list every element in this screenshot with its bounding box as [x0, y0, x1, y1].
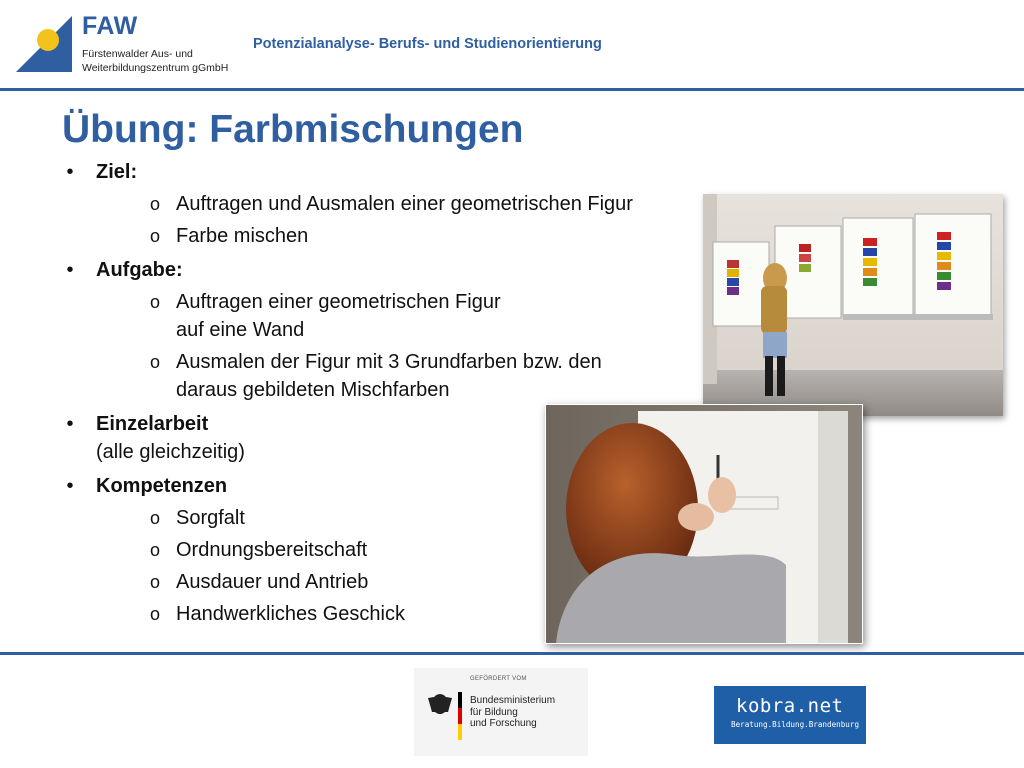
photo-flipcharts-room: [703, 194, 1003, 416]
faw-logo-wordmark: FAW: [82, 12, 138, 40]
sub-item: [96, 348, 700, 404]
photo-girl-drawing: [545, 404, 863, 644]
sub-item-text: Ausmalen der Figur mit 3 Grundfarben bzw. den: [176, 351, 602, 373]
ministry-name: [470, 695, 555, 730]
sub-item-text: Handwerkliches Geschick: [176, 603, 405, 625]
sub-glyph: o: [150, 226, 161, 246]
bullet-label: Einzelarbeit: [96, 413, 209, 435]
sub-item-text-cont: auf eine Wand: [176, 319, 305, 341]
ministry-line-2: für Bildung: [470, 706, 518, 718]
kobra-tagline: Beratung.Bildung.Brandenburg: [731, 720, 860, 729]
logo-subtitle-line-1: Fürstenwalder Aus- und: [82, 48, 193, 60]
ministry-line-3: und Forschung: [470, 718, 537, 729]
sub-glyph: o: [150, 508, 161, 528]
sub-item-text: Sorgfalt: [176, 507, 245, 529]
program-title: Potenzialanalyse- Berufs- und Studienorientierung: [253, 36, 602, 52]
sub-item-text: Ordnungsbereitschaft: [176, 539, 368, 561]
logo-subtitle-line-2: Weiterbildungszentrum gGmbH: [82, 62, 229, 74]
faw-logo-mark: [16, 16, 72, 72]
bullet-glyph: •: [66, 259, 74, 281]
sub-item: [96, 288, 700, 344]
sub-item-text: Auftragen einer geometrischen Figur: [176, 291, 501, 313]
bullet-label: Aufgabe:: [96, 259, 183, 281]
header-divider: [0, 88, 1024, 91]
sub-item-text: Ausdauer und Antrieb: [176, 571, 369, 593]
bullet-glyph: •: [66, 161, 74, 183]
bullet-aufgabe: [60, 256, 700, 404]
faw-logo-subtitle: [82, 47, 228, 75]
bullet-glyph: •: [66, 475, 74, 497]
sub-glyph: o: [150, 572, 161, 592]
sub-glyph: o: [150, 540, 161, 560]
bullet-glyph: •: [66, 413, 74, 435]
sub-item: [96, 190, 700, 218]
sub-glyph: o: [150, 292, 161, 312]
slide-title: Übung: Farbmischungen: [62, 108, 524, 151]
sub-item-text: Farbe mischen: [176, 225, 309, 247]
kobra-wordmark: kobra.net: [736, 695, 844, 717]
bullet-label: Ziel:: [96, 161, 138, 183]
sub-glyph: o: [150, 604, 161, 624]
bullet-note: (alle gleichzeitig): [96, 441, 245, 463]
ministry-line-1: Bundesministerium: [470, 695, 556, 706]
sub-glyph: o: [150, 194, 161, 214]
sponsor-caption: GEFÖRDERT VOM: [470, 676, 527, 682]
sub-item: [96, 222, 700, 250]
sub-item-text: Auftragen und Ausmalen einer geometrischen Figur: [176, 193, 633, 215]
footer-divider: [0, 652, 1024, 655]
bullet-label: Kompetenzen: [96, 475, 228, 497]
bullet-ziel: [60, 158, 700, 250]
sub-glyph: o: [150, 352, 161, 372]
sub-item-text-cont: daraus gebildeten Mischfarben: [176, 379, 450, 401]
